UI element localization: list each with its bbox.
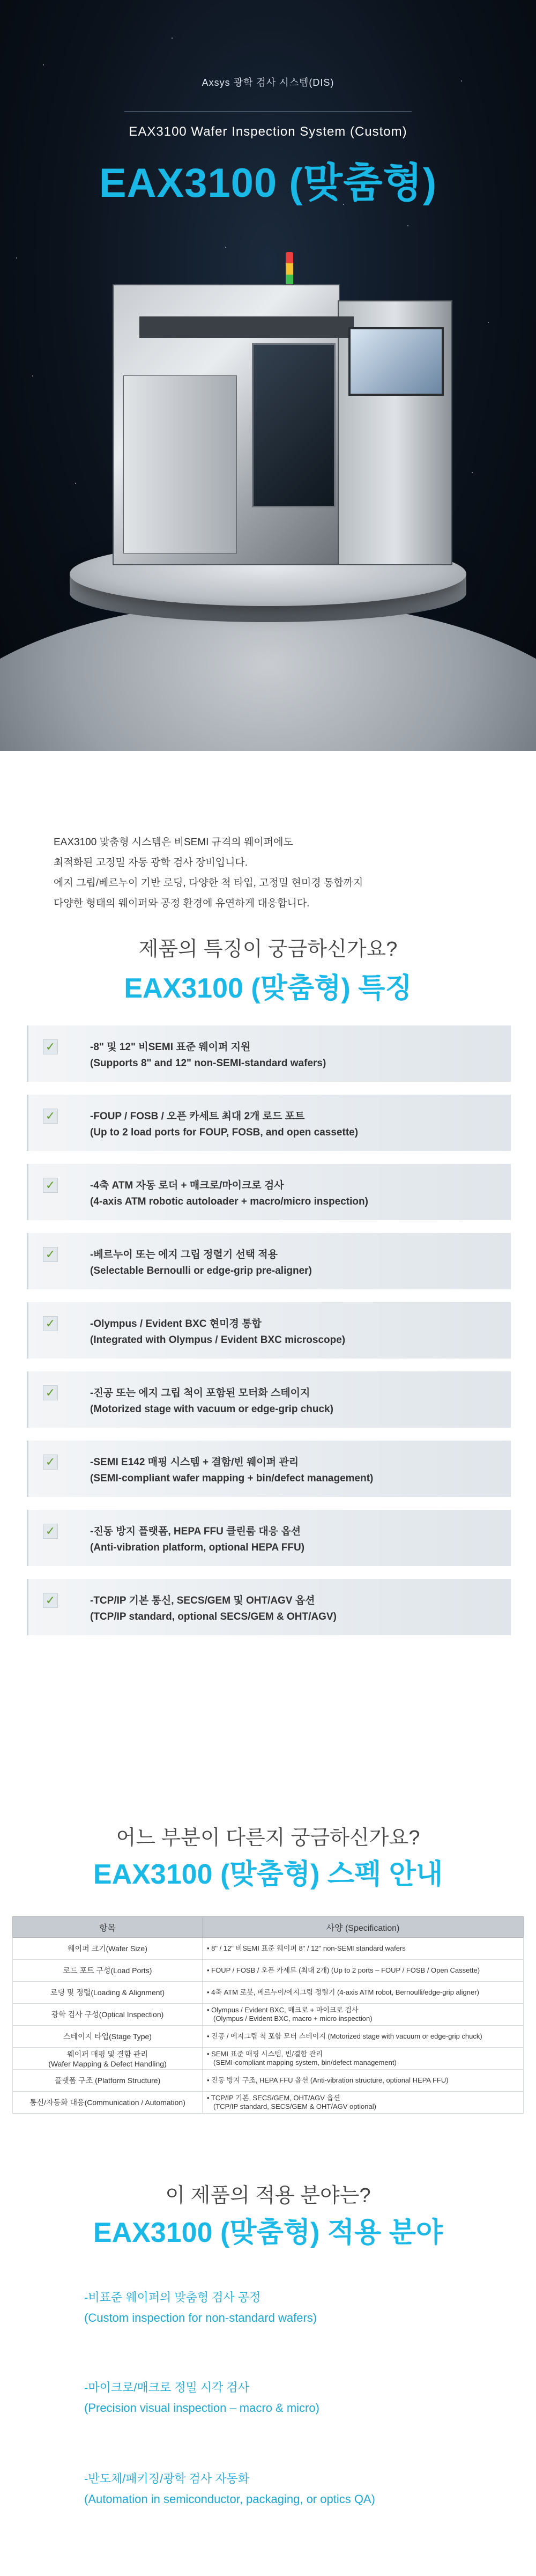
- check-icon: ✓: [43, 1039, 58, 1054]
- feature-item: [27, 1579, 511, 1635]
- hero-section: [0, 0, 536, 751]
- moon-surface: [0, 601, 536, 751]
- features-title: EAX3100 (맞춤형) 특징: [124, 973, 412, 1004]
- check-icon: ✓: [43, 1316, 58, 1331]
- feature-item: [27, 1371, 511, 1428]
- app-item-ko: -비표준 웨이퍼의 맞춤형 검사 공정: [84, 2291, 261, 2304]
- machine-window: [252, 343, 336, 507]
- hero-title: EAX3100 (맞춤형): [99, 160, 437, 206]
- feature-item: [27, 1025, 511, 1082]
- feature-item: [27, 1441, 511, 1497]
- table-row: [13, 2004, 524, 2026]
- spec-key: 웨이퍼 매핑 및 결함 관리 (Wafer Mapping & Defect Handling): [13, 2048, 203, 2070]
- feature-en: (Anti-vibration platform, optional HEPA FFU): [90, 1542, 305, 1553]
- spec-value: • 8" / 12" 비SEMI 표준 웨이퍼 8" / 12" non-SEMI standard wafers: [203, 1938, 524, 1960]
- app-item-en: (Automation in semiconductor, packaging, or optics QA): [84, 2492, 375, 2506]
- intro-line: EAX3100 맞춤형 시스템은 비SEMI 규격의 웨이퍼에도: [54, 837, 293, 848]
- feature-ko: -SEMI E142 매핑 시스템 + 결함/빈 웨이퍼 관리: [90, 1457, 299, 1468]
- feature-en: (Selectable Bernoulli or edge-grip pre-aligner): [90, 1265, 312, 1276]
- machine-top-rail: [139, 316, 354, 338]
- spec-value: • TCP/IP 기본, SECS/GEM, OHT/AGV 옵션 (TCP/IP standard, SECS/GEM & OHT/AGV optional): [203, 2092, 524, 2114]
- app-title: EAX3100 (맞춤형) 적용 분야: [93, 2217, 443, 2248]
- feature-ko: -FOUP / FOSB / 오픈 카세트 최대 2개 로드 포트: [90, 1111, 305, 1122]
- spec-value: • 진동 방지 구조, HEPA FFU 옵션 (Anti-vibration structure, optional HEPA FFU): [203, 2070, 524, 2092]
- spec-key: 광학 검사 구성(Optical Inspection): [13, 2004, 203, 2026]
- feature-item: [27, 1095, 511, 1151]
- feature-item: [27, 1510, 511, 1566]
- check-icon: ✓: [43, 1455, 58, 1470]
- spec-key: 로드 포트 구성(Load Ports): [13, 1960, 203, 1982]
- spec-key: 로딩 및 정렬(Loading & Alignment): [13, 1982, 203, 2004]
- intro-line: 최적화된 고정밀 자동 광학 검사 장비입니다.: [54, 857, 248, 868]
- intro-line: 다양한 형태의 웨이퍼와 공정 환경에 유연하게 대응합니다.: [54, 898, 310, 909]
- hero-system-name: EAX3100 Wafer Inspection System (Custom): [129, 124, 407, 139]
- feature-en: (4-axis ATM robotic autoloader + macro/micro inspection): [90, 1196, 368, 1207]
- table-row: [13, 2026, 524, 2048]
- feature-ko: -진동 방지 플랫폼, HEPA FFU 클린룸 대응 옵션: [90, 1526, 301, 1537]
- feature-en: (SEMI-compliant wafer mapping + bin/defect management): [90, 1473, 374, 1484]
- table-row: [13, 1982, 524, 2004]
- machine-door: [123, 375, 237, 553]
- app-item-en: (Precision visual inspection – macro & micro): [84, 2401, 319, 2415]
- spec-key: 스테이지 타입(Stage Type): [13, 2026, 203, 2048]
- spec-title: EAX3100 (맞춤형) 스펙 안내: [93, 1859, 443, 1890]
- feature-en: (Supports 8" and 12" non-SEMI-standard wafers): [90, 1058, 326, 1069]
- spec-value: • 진공 / 에지그립 척 포함 모터 스테이지 (Motorized stage with vacuum or edge-grip chuck): [203, 2026, 524, 2048]
- spec-key: 웨이퍼 크기(Wafer Size): [13, 1938, 203, 1960]
- features-question: 제품의 특징이 궁금하신가요?: [138, 938, 398, 961]
- feature-en: (Up to 2 load ports for FOUP, FOSB, and open cassette): [90, 1127, 359, 1138]
- app-item-ko: -반도체/패키징/광학 검사 자동화: [84, 2472, 250, 2485]
- hero-brand: Axsys 광학 검사 시스템(DIS): [202, 77, 334, 88]
- spec-value: • Olympus / Evident BXC, 매크로 + 마이크로 검사 (Olympus / Evident BXC, macro + micro inspection): [203, 2004, 524, 2026]
- spec-value: • 4축 ATM 로봇, 베르누이/에지그립 정렬기 (4-axis ATM robot, Bernoulli/edge-grip aligner): [203, 1982, 524, 2004]
- table-row: [13, 2070, 524, 2092]
- feature-en: (Integrated with Olympus / Evident BXC microscope): [90, 1334, 346, 1346]
- feature-ko: -4축 ATM 자동 로더 + 매크로/마이크로 검사: [90, 1180, 284, 1191]
- check-icon: ✓: [43, 1385, 58, 1400]
- spec-key: 통신/자동화 대응(Communication / Automation): [13, 2092, 203, 2114]
- machine-monitor: [348, 327, 444, 396]
- spec-value: • SEMI 표준 매핑 시스템, 빈/결함 관리 (SEMI-compliant mapping system, bin/defect management): [203, 2048, 524, 2070]
- intro-line: 에지 그립/베르누이 기반 로딩, 다양한 척 타입, 고정밀 현미경 통합까지: [54, 877, 363, 889]
- app-item-en: (Custom inspection for non-standard wafers): [84, 2311, 317, 2324]
- feature-ko: -8" 및 12" 비SEMI 표준 웨이퍼 지원: [90, 1042, 251, 1053]
- table-row: [13, 2092, 524, 2114]
- feature-item: [27, 1233, 511, 1289]
- check-icon: ✓: [43, 1109, 58, 1124]
- feature-ko: -Olympus / Evident BXC 현미경 통합: [90, 1318, 262, 1330]
- table-row: [13, 2048, 524, 2070]
- spec-header-spec: 사양 (Specification): [203, 1917, 524, 1938]
- feature-item: [27, 1302, 511, 1359]
- feature-ko: -진공 또는 에지 그립 척이 포함된 모터화 스테이지: [90, 1387, 310, 1399]
- feature-item: [27, 1164, 511, 1220]
- spec-value: • FOUP / FOSB / 오픈 카세트 (최대 2개) (Up to 2 ports – FOUP / FOSB / Open Cassette): [203, 1960, 524, 1982]
- feature-en: (Motorized stage with vacuum or edge-grip chuck): [90, 1404, 333, 1415]
- spec-key: 플랫폼 구조 (Platform Structure): [13, 2070, 203, 2092]
- spec-header-item: 항목: [13, 1917, 203, 1938]
- check-icon: ✓: [43, 1247, 58, 1262]
- feature-ko: -베르누이 또는 에지 그립 정렬기 선택 적용: [90, 1249, 278, 1260]
- check-icon: ✓: [43, 1593, 58, 1608]
- table-row: [13, 1938, 524, 1960]
- feature-ko: -TCP/IP 기본 통신, SECS/GEM 및 OHT/AGV 옵션: [90, 1595, 315, 1606]
- spec-header-row: [13, 1917, 524, 1938]
- feature-en: (TCP/IP standard, optional SECS/GEM & OHT/AGV): [90, 1611, 337, 1622]
- check-icon: ✓: [43, 1178, 58, 1193]
- check-icon: ✓: [43, 1524, 58, 1539]
- app-question: 이 제품의 적용 분야는?: [165, 2184, 371, 2207]
- app-item-ko: -마이크로/매크로 정밀 시각 검사: [84, 2381, 250, 2394]
- table-row: [13, 1960, 524, 1982]
- spec-question: 어느 부분이 다른지 궁금하신가요?: [116, 1827, 420, 1849]
- spec-table: [12, 1916, 524, 2114]
